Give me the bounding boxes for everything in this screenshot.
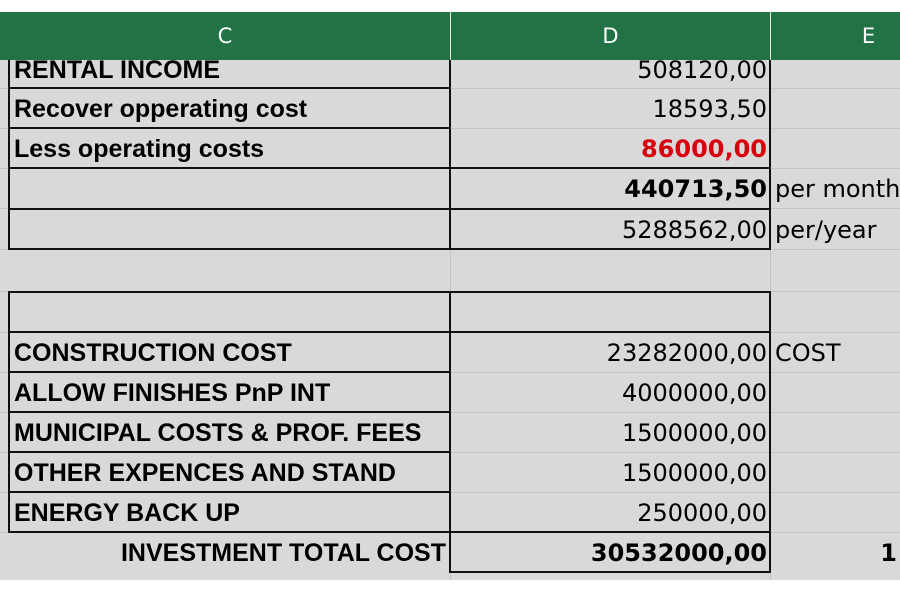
cell-value-allow-finishes[interactable]: 4000000,00 — [621, 379, 767, 407]
cell-label-allow-finishes[interactable]: ALLOW FINISHES PnP INT — [14, 378, 331, 407]
column-header-c-label: C — [217, 24, 233, 48]
cell-note-total-clipped[interactable]: 1 — [880, 539, 897, 567]
cell-note-cost[interactable]: COST — [775, 339, 841, 367]
cell-label-other-expences[interactable]: OTHER EXPENCES AND STAND — [14, 458, 396, 487]
cell-value-investment-total-cost[interactable]: 30532000,00 — [590, 539, 767, 567]
cell-note-per-year[interactable]: per/year — [775, 216, 877, 244]
spreadsheet-grid — [0, 12, 900, 580]
column-header-d-label: D — [602, 24, 619, 48]
cell-label-recover-operating-cost[interactable]: Recover opperating cost — [14, 94, 308, 123]
cell-value-less-operating-costs[interactable]: 86000,00 — [640, 135, 767, 163]
cell-value-municipal-costs[interactable]: 1500000,00 — [621, 419, 767, 447]
cell-value-per-year[interactable]: 5288562,00 — [621, 216, 767, 244]
cell-label-municipal-costs[interactable]: MUNICIPAL COSTS & PROF. FEES — [14, 418, 422, 447]
cell-value-other-expences[interactable]: 1500000,00 — [621, 459, 767, 487]
cell-value-rental-income[interactable]: 508120,00 — [637, 56, 767, 84]
cell-value-per-month[interactable]: 440713,50 — [624, 175, 767, 203]
cell-label-energy-back-up[interactable]: ENERGY BACK UP — [14, 498, 240, 527]
cell-label-less-operating-costs[interactable]: Less operating costs — [14, 134, 265, 163]
cell-value-energy-back-up[interactable]: 250000,00 — [637, 499, 767, 527]
cell-border — [8, 291, 771, 293]
header-separator — [770, 12, 771, 60]
column-header-e[interactable] — [771, 12, 900, 60]
column-header-e-label: E — [861, 24, 876, 48]
cell-value-construction-cost[interactable]: 23282000,00 — [606, 339, 767, 367]
cell-label-investment-total-cost[interactable]: INVESTMENT TOTAL COST — [120, 538, 446, 567]
cell-value-recover-operating-cost[interactable]: 18593,50 — [652, 95, 767, 123]
cell-label-construction-cost[interactable]: CONSTRUCTION COST — [14, 338, 292, 367]
cell-label-rental-income[interactable]: RENTAL INCOME — [14, 55, 221, 84]
cell-note-per-month[interactable]: per month — [775, 175, 900, 203]
